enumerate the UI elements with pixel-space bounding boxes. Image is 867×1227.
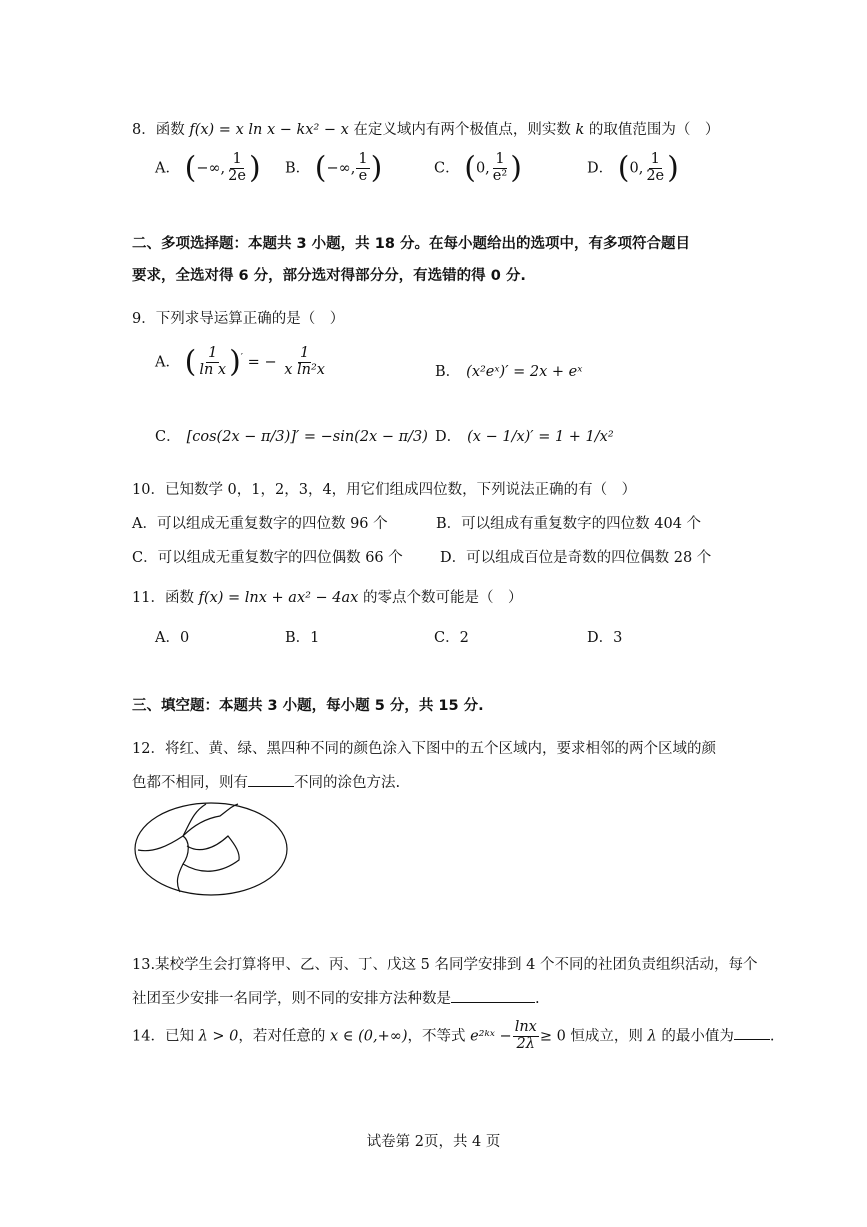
q9-a-inner-num: 1 bbox=[208, 345, 218, 361]
q8-text-b: 在定义域内有两个极值点，则实数 bbox=[348, 122, 576, 138]
q12-answer-blank[interactable] bbox=[248, 772, 294, 787]
q14-text-f: . bbox=[769, 1028, 775, 1045]
q8-option-b: B． (−∞, $\frac{1}{e}$ ) bbox=[285, 150, 383, 186]
q11-stem-a: 11．函数 bbox=[132, 590, 199, 606]
q10-option-c: C．可以组成无重复数字的四位偶数 66 个 bbox=[132, 550, 403, 566]
section3-title: 三、填空题：本题共 3 小题，每小题 5 分，共 15 分. bbox=[132, 698, 484, 714]
q14-line bbox=[132, 1020, 774, 1053]
q14-ineq-num: lnx bbox=[514, 1019, 537, 1035]
q11-option-c: C．2 bbox=[434, 630, 469, 646]
q14-lambda: λ bbox=[647, 1028, 657, 1045]
q10-stem: 10．已知数学 0，1，2，3，4，用它们组成四位数，下列说法正确的有（ ） bbox=[132, 482, 637, 498]
q14-ineq-post: ≥ 0 bbox=[539, 1028, 566, 1045]
q13-line2 bbox=[132, 987, 540, 1008]
q10-option-a: A．可以组成无重复数字的四位数 96 个 bbox=[132, 516, 388, 532]
region-boundary-2 bbox=[177, 836, 188, 892]
region-diagram bbox=[128, 798, 294, 900]
q12-line2 bbox=[132, 771, 400, 792]
q8-option-b-label: B． bbox=[285, 160, 311, 177]
q8-text-a: 函数 bbox=[155, 122, 190, 138]
q14-text-c: ，不等式 bbox=[407, 1028, 471, 1045]
q9-option-d bbox=[435, 425, 614, 446]
q8-option-a-num: 1 bbox=[232, 151, 242, 167]
q8-option-c-label: C． bbox=[434, 160, 460, 177]
q11-option-b: B．1 bbox=[285, 630, 320, 646]
q8-option-d: D． (0, $\frac{1}{2e}$ ) bbox=[587, 150, 679, 186]
q9-a-inner-den: ln x bbox=[199, 361, 227, 378]
region-boundary-1 bbox=[138, 804, 206, 851]
q8-option-a-label: A． bbox=[155, 160, 180, 177]
q8-option-d-den: 2e bbox=[646, 167, 665, 184]
q12-line1: 12．将红、黄、绿、黑四种不同的颜色涂入下图中的五个区域内，要求相邻的两个区域的颜 bbox=[132, 741, 716, 757]
q14-condition: λ > 0 bbox=[198, 1028, 239, 1045]
q9-option-b-expr: (x²eˣ)′ = 2x + eˣ bbox=[466, 364, 583, 380]
q11-option-d: D．3 bbox=[587, 630, 623, 646]
q8-option-b-num: 1 bbox=[358, 151, 368, 167]
q13-line1: 13.某校学生会打算将甲、乙、丙、丁、戊这 5 名同学安排到 4 个不同的社团负责组织活动，每个 bbox=[132, 957, 758, 973]
q9-stem: 9．下列求导运算正确的是（ ） bbox=[132, 311, 345, 327]
q11-option-a: A．0 bbox=[155, 630, 190, 646]
q8-option-a-lower: −∞, bbox=[196, 160, 226, 177]
q8-option-b-den: e bbox=[358, 167, 368, 184]
q8-function: f(x) = x ln x − kx² − x bbox=[189, 122, 349, 138]
q8-option-d-num: 1 bbox=[650, 151, 660, 167]
q14-text-a: 14．已知 bbox=[132, 1028, 199, 1045]
q8-option-c-num: 1 bbox=[495, 151, 505, 167]
page-footer: 试卷第 2页，共 4 页 bbox=[366, 1134, 501, 1150]
q9-option-c bbox=[155, 425, 428, 446]
q9-a-rhs-den: x ln²x bbox=[284, 361, 325, 378]
q9-option-a-label: A． bbox=[155, 354, 180, 371]
q12-line2-a: 色都不相同，则有 bbox=[132, 775, 248, 791]
q10-option-d: D．可以组成百位是奇数的四位偶数 28 个 bbox=[440, 550, 712, 566]
q8-option-c: C． (0, $\frac{1}{\text{e²}}$ ) bbox=[434, 150, 522, 186]
q11-stem bbox=[132, 586, 522, 607]
q9-option-c-label: C． bbox=[155, 429, 181, 445]
q8-option-d-label: D． bbox=[587, 160, 614, 177]
q8-stem bbox=[132, 118, 719, 139]
q8-number: 8． bbox=[132, 122, 156, 138]
q9-option-b bbox=[435, 360, 582, 381]
q8-option-c-lower: 0, bbox=[475, 160, 490, 177]
q9-option-b-label: B． bbox=[435, 364, 461, 380]
q9-option-c-expr: [cos(2x − π/3)]′ = −sin(2x − π/3) bbox=[186, 429, 428, 445]
q11-function: f(x) = lnx + ax² − 4ax bbox=[198, 590, 359, 606]
q13-line2-a: 社团至少安排一名同学，则不同的安排方法种数是 bbox=[132, 991, 451, 1007]
q13-line2-b: . bbox=[535, 991, 540, 1007]
q13-answer-blank[interactable] bbox=[451, 988, 535, 1003]
q9-option-a: A． ( $\frac{1}{\text{ln x}}$ )′ = − $\frac{1}{\text{x ln²x}}$ bbox=[155, 344, 325, 380]
q10-option-b: B．可以组成有重复数字的四位数 404 个 bbox=[436, 516, 702, 532]
q14-text-b: ，若对任意的 bbox=[238, 1028, 330, 1045]
q8-option-d-lower: 0, bbox=[629, 160, 644, 177]
q12-line2-b: 不同的涂色方法. bbox=[294, 775, 401, 791]
q9-option-d-expr: (x − 1/x)′ = 1 + 1/x² bbox=[467, 429, 614, 445]
q9-option-d-label: D． bbox=[435, 429, 462, 445]
q8-option-a-den: 2e bbox=[228, 167, 246, 184]
q14-answer-blank[interactable] bbox=[734, 1025, 770, 1040]
section2-line1: 二、多项选择题：本题共 3 小题，共 18 分。在每小题给出的选项中，有多项符合题目 bbox=[132, 236, 690, 252]
q8-option-a: A． (−∞, $\frac{1}{2e}$ ) bbox=[155, 150, 261, 186]
q8-variable: k bbox=[575, 122, 585, 138]
q9-a-rhs-num: 1 bbox=[299, 345, 310, 361]
q11-stem-b: 的零点个数可能是（ ） bbox=[358, 590, 523, 606]
q14-ineq-den: 2λ bbox=[516, 1035, 535, 1052]
q8-text-c: 的取值范围为（ ） bbox=[584, 122, 720, 138]
q14-text-e: 的最小值为 bbox=[656, 1028, 734, 1045]
q14-domain: x ∈ (0,+∞) bbox=[329, 1028, 408, 1045]
q8-option-b-lower: −∞, bbox=[326, 160, 356, 177]
section2-line2: 要求，全选对得 6 分，部分选对得部分分，有选错的得 0 分. bbox=[132, 268, 526, 284]
q8-option-c-den: e² bbox=[492, 167, 508, 184]
q14-text-d: 恒成立，则 bbox=[565, 1028, 648, 1045]
region-boundary-4 bbox=[183, 836, 239, 871]
q14-ineq-pre: e²ᵏˣ − bbox=[470, 1028, 512, 1045]
